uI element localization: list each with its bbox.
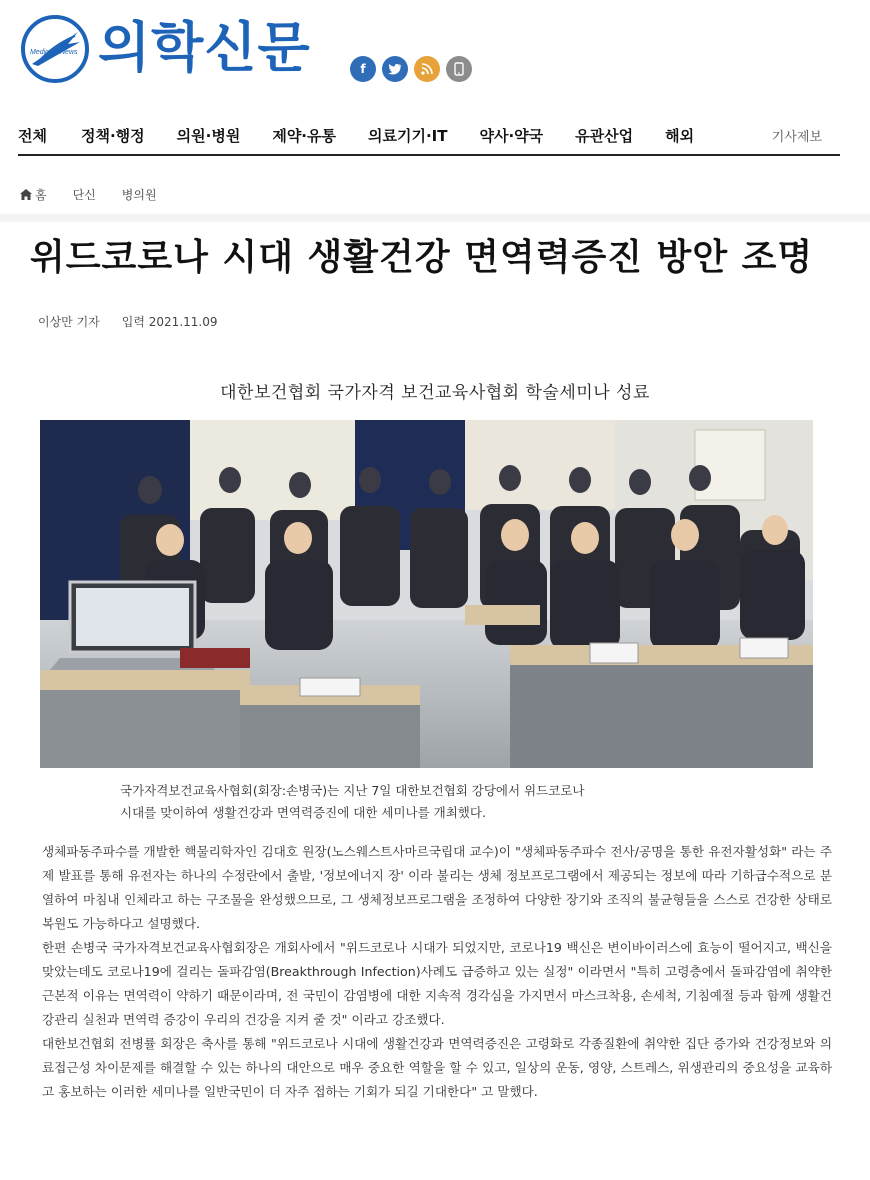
- breadcrumb: [20, 186, 157, 203]
- article-title: 위드코로나 시대 생활건강 면역력증진 방안 조명: [30, 237, 814, 278]
- facebook-icon[interactable]: f: [350, 56, 376, 82]
- article-photo: [40, 420, 813, 768]
- news-tip-link[interactable]: 기사제보: [771, 130, 822, 145]
- article-byline: [38, 313, 218, 330]
- article-paragraph: 한편 손병국 국가자격보건교육사협회장은 개회사에서 "위드코로나 시대가 되었지만, 코로나19 백신은 변이바이러스에 효능이 떨어지고, 백신을 맞았는데도 코로나19에 걸리는 돌파감염(Breakthrough Infection)사례도 급증하고 있는 실정" 이라면서 "특히 고령층에서 돌파감염에 취약한 근본적 이유는 면역력이 약하기 때문이라며, 전 국민이 감염병에 대한 지속적 경각심을 가지면서 마스크착용, 손세척, 기침예절 등과 함께 생활건강관리 실천과 면역력 증강이 우리의 건강을 지켜 줄 것" 이라고 강조했다.: [42, 940, 832, 1027]
- article-paragraph: 대한보건협회 전병률 회장은 축사를 통해 "위드코로나 시대에 생활건강과 면역력증진은 고령화로 각종질환에 취약한 집단 증가와 건강정보와 의료접근성 차이문제를 해결할 수 있는 하나의 대안으로 매우 중요한 역할을 할 수 있고, 일상의 운동, 영양, 스트레스, 위생관리의 중요성을 교육하고 홍보하는 이러한 세미나를 일반국민이 더 자주 접하는 기회가 되길 기대한다" 고 말했다.: [42, 1036, 832, 1099]
- breadcrumb-home-label: 홈: [35, 188, 47, 202]
- breadcrumb-section[interactable]: 단신: [72, 188, 96, 202]
- social-links: [350, 56, 472, 82]
- nav-item-policy[interactable]: 정책·행정: [80, 126, 145, 145]
- site-header: [0, 0, 870, 100]
- rss-icon[interactable]: [414, 56, 440, 82]
- home-icon: [20, 189, 32, 200]
- article-paragraph: 생체파동주파수를 개발한 핵물리학자인 김대호 원장(노스웨스트사마르국립대 교수)이 "생체파동주파수 전사/공명을 통한 유전자활성화" 라는 주제 발표를 통해 유전자는 하나의 수정란에서 출발, '정보에너지 장' 이라 불리는 생체 정보프로그램에서 제공되는 정보에 따라 기하급수적으로 분열하여 마침내 인체라고 하는 구조물을 완성했으므로, 그 생체정보프로그램을 조정하여 다양한 장기와 조직의 불균형들을 스스로 건강한 상태로 복원도 가능하다고 설명했다.: [42, 844, 832, 931]
- breadcrumb-subsection[interactable]: 병의원: [121, 188, 157, 202]
- article-date: 입력 2021.11.09: [121, 315, 218, 329]
- nav-item-related-industry[interactable]: 유관산업: [575, 126, 634, 145]
- photo-caption: [120, 780, 760, 824]
- seminar-group-photo: [40, 420, 813, 768]
- photo-caption-line: 국가자격보건교육사협회(회장:손병국)는 지난 7일 대한보건협회 강당에서 위드코로나: [120, 783, 585, 798]
- medical-news-logo-icon[interactable]: [20, 14, 90, 84]
- section-divider: [0, 214, 870, 222]
- nav-item-hospital[interactable]: 의원·병원: [176, 126, 241, 145]
- site-name[interactable]: 의학신문: [98, 16, 311, 79]
- nav-item-pharma[interactable]: 제약·유통: [272, 126, 336, 145]
- nav-item-device-it[interactable]: 의료기기·IT: [368, 126, 448, 145]
- twitter-icon[interactable]: [382, 56, 408, 82]
- mobile-icon[interactable]: [446, 56, 472, 82]
- nav-item-pharmacy[interactable]: 약사·약국: [479, 126, 544, 145]
- breadcrumb-home[interactable]: [20, 186, 47, 203]
- nav-item-all[interactable]: 전체: [18, 126, 47, 145]
- main-nav: [18, 116, 840, 156]
- photo-caption-line: 시대를 맞이하여 생활건강과 면역력증진에 대한 세미나를 개최했다.: [120, 805, 486, 820]
- svg-text:Medical: Medical: [30, 49, 55, 56]
- nav-item-overseas[interactable]: 해외: [665, 126, 695, 145]
- article-subtitle: 대한보건협회 국가자격 보건교육사협회 학술세미나 성료: [220, 383, 650, 403]
- svg-text:News: News: [60, 49, 78, 56]
- article-body: [42, 840, 832, 1104]
- article-author: 이상만 기자: [38, 315, 100, 329]
